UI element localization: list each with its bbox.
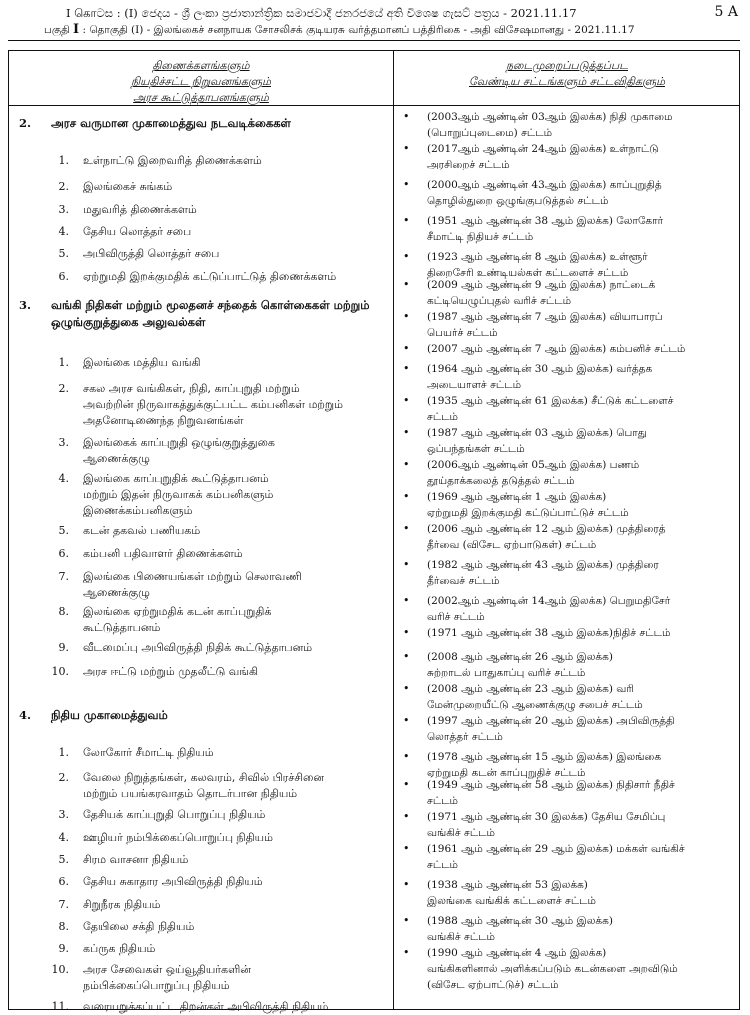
law-text: வரிச் சட்டம் (427, 611, 485, 623)
item-text: மற்றும் இதன் நிருவாகக் கம்பனிகளும் (83, 488, 274, 501)
item-number: 7. (58, 898, 69, 911)
bullet-icon: • (403, 778, 410, 791)
law-text: (1978 ஆம் ஆண்டின் 15 ஆம் இலக்க) இலங்கை (427, 751, 662, 763)
bullet-icon: • (403, 522, 410, 535)
bullet-icon: • (403, 914, 410, 927)
law-text: (1923 ஆம் ஆண்டின் 8 ஆம் இலக்க) உள்ளூர் (427, 251, 648, 263)
bullet-icon: • (403, 714, 410, 727)
law-text: ஏற்றுமதி கடன் காப்புறுதிச் சட்டம் (427, 767, 586, 779)
law-text: இலங்கை வங்கிக் கட்டளைச் சட்டம் (427, 895, 596, 907)
item-text: இலங்கைக் காப்புறுதி ஒழுங்குறுத்துகை (83, 436, 275, 449)
bullet-icon: • (403, 214, 410, 227)
law-text: (2009 ஆம் ஆண்டின் 9 ஆம் இலக்க) நாட்டைக் (427, 279, 656, 291)
item-text: தேசிய சுகாதார அபிவிருத்தி நிதியம் (83, 875, 263, 888)
gazette-header-tamil: பகுதி I : தொகுதி (I) - இலங்கைச் சனநாயக சோசலிசக் குடியரசு வர்த்தமானப் பத்திரிகை - அதி விசேஷமானது - 2021.11.17 (44, 22, 635, 37)
item-number: 3. (58, 808, 69, 821)
law-text: சீமாட்டி நிதியச் சட்டம் (427, 231, 534, 243)
item-text: ஆணைக்குழு (83, 586, 150, 599)
schedule-table (8, 50, 740, 1013)
item-text: அரச சேவைகள் ஒய்வூதியர்களின் (83, 963, 251, 976)
item-text: இலங்கைச் சுங்கம் (83, 180, 173, 193)
item-number: 4. (58, 831, 69, 844)
bullet-icon: • (403, 946, 410, 959)
law-text: (1951 ஆம் ஆண்டின் 38 ஆம் இலக்க) லோகோர் (427, 215, 664, 227)
law-text: (1969 ஆம் ஆண்டின் 1 ஆம் இலக்க) (427, 491, 607, 503)
law-text: (1987 ஆம் ஆண்டின் 03 ஆம் இலக்க) பொது (427, 427, 647, 439)
table-header-row (9, 51, 739, 106)
law-text: (பொறுப்புடைமை) சட்டம் (427, 127, 553, 139)
bullet-icon: • (403, 750, 410, 763)
bullet-icon: • (403, 178, 410, 191)
law-text: சட்டம் (427, 411, 458, 423)
item-number: 2. (58, 382, 69, 395)
item-number: 5. (58, 853, 69, 866)
law-text: (2006 ஆம் ஆண்டின் 12 ஆம் இலக்க) முத்திரைத் (427, 523, 666, 535)
bullet-icon: • (403, 142, 410, 155)
law-text: தீர்வை (விசேட ஏற்பாடுகள்) சட்டம் (427, 539, 597, 551)
item-text: உள்நாட்டு இறைவரித் திணைக்களம் (83, 154, 262, 167)
item-number: 8. (58, 605, 69, 618)
item-number: 5. (58, 524, 69, 537)
item-text: வேலை நிறுத்தங்கள், கலவரம், சிவில் பிரச்சினை (83, 771, 325, 784)
item-number: 5. (58, 247, 69, 260)
section-heading (19, 297, 370, 329)
item-text: கம்பனி பதிவாளர் திணைக்களம் (83, 547, 243, 560)
law-text: அரசிறைச் சட்டம் (427, 159, 510, 171)
item-number: 4. (58, 225, 69, 238)
item-number: 6. (58, 875, 69, 888)
law-text: தீர்வைச் சட்டம் (427, 575, 500, 587)
law-text: சட்டம் (427, 795, 458, 807)
law-text: தொழில்துறை ஒழுங்குபடுத்தல் சட்டம் (427, 195, 609, 207)
item-text: லோகோர் சீமாட்டி நிதியம் (83, 746, 214, 759)
left-column-header: திணைக்களங்களும் நியதிச்சட்ட நிறுவனங்களும் அரச கூட்டுத்தாபனங்களும் (131, 59, 271, 104)
item-text: சகல அரச வங்கிகள், நிதி, காப்புறுதி மற்றும் (83, 382, 300, 395)
section-title: அரச வருமான முகாமைத்துவ நடவடிக்கைகள் (51, 116, 291, 130)
law-text: கட்டியெழுப்புதல் வரிச் சட்டம் (427, 295, 572, 307)
item-text: தேசியக் காப்புறுதி பொறுப்பு நிதியம் (83, 808, 266, 821)
law-text: (2007 ஆம் ஆண்டின் 7 ஆம் இலக்க) கம்பனிச் சட்டம் (427, 343, 686, 355)
item-number: 4. (58, 472, 69, 485)
item-text: சிரம வாசனா நிதியம் (83, 853, 189, 866)
bullet-icon: • (403, 362, 410, 375)
law-text: (1990 ஆம் ஆண்டின் 4 ஆம் இலக்க) (427, 947, 607, 959)
bullet-icon: • (403, 278, 410, 291)
bullet-icon: • (403, 426, 410, 439)
item-text: மற்றும் பயங்கரவாதம் தொடர்பான நிதியம் (83, 787, 298, 800)
law-text: லொத்தர் சட்டம் (427, 731, 503, 743)
item-text: வரையறுக்கப்பட்ட திறன்கள் அபிவிருத்தி நிதியம் (83, 1000, 329, 1013)
law-text: (2003ஆம் ஆண்டின் 03ஆம் இலக்க) நிதி முகாமை (427, 111, 673, 123)
item-number: 1. (58, 746, 69, 759)
law-text: (1987 ஆம் ஆண்டின் 7 ஆம் இலக்க) வியாபாரப் (427, 311, 663, 323)
item-number: 6. (58, 547, 69, 560)
bullet-icon: • (403, 558, 410, 571)
item-text: ஆணைக்குழு (83, 452, 150, 465)
item-number: 2. (58, 771, 69, 784)
item-text: அதனோடிணைந்த நிறுவனங்கள் (83, 414, 244, 427)
right-column-header: நடைமுறைப்படுத்தப்பட வேண்டிய சட்டங்களும் சட்டவிதிகளும் (468, 59, 666, 88)
item-number: 10. (51, 665, 69, 678)
law-text: (2008 ஆம் ஆண்டின் 23 ஆம் இலக்க) வரி (427, 683, 634, 695)
item-number: 9. (58, 641, 69, 654)
law-text: ஒப்பந்தங்கள் சட்டம் (427, 443, 525, 455)
item-text: தேசிய லொத்தர் சபை (83, 225, 192, 238)
bullet-icon: • (403, 810, 410, 823)
item-text: கடன் தகவல் பணியகம் (83, 524, 201, 537)
item-number: 3. (58, 203, 69, 216)
law-text: வங்கிச் சட்டம் (427, 827, 495, 839)
bullet-icon: • (403, 594, 410, 607)
law-text: (2006ஆம் ஆண்டின் 05ஆம் இலக்க) பணம் (427, 459, 640, 471)
section-number: 2. (19, 116, 32, 130)
law-text: அடையாளச் சட்டம் (427, 379, 522, 391)
law-text: ஏற்றுமதி இறக்குமதி கட்டுப்பாட்டுச் சட்டம் (427, 507, 629, 519)
item-text: வீடமைப்பு அபிவிருத்தி நிதிக் கூட்டுத்தாபனம் (83, 641, 313, 654)
section-number: 3. (19, 298, 32, 312)
law-text: (1935 ஆம் ஆண்டின் 61 இலக்க) சீட்டுக் கட்டளைச் (427, 395, 674, 407)
section-heading (19, 707, 168, 724)
law-text: வங்கிகளினால் அளிக்கப்படும் கடன்களை அறவிடும் (427, 963, 678, 975)
item-number: 9. (58, 942, 69, 955)
item-text: இலங்கை பிணையங்கள் மற்றும் செலாவணி (83, 570, 302, 583)
law-text: (2000ஆம் ஆண்டின் 43ஆம் இலக்க) காப்புறுதித் (427, 179, 662, 191)
law-text: (1938 ஆம் ஆண்டின் 53 இலக்க) (427, 879, 588, 891)
law-text: (1997 ஆம் ஆண்டின் 20 ஆம் இலக்க) அபிவிருத்தி (427, 715, 675, 727)
section-number: 4. (19, 708, 32, 722)
item-number: 6. (58, 270, 69, 283)
section-heading (19, 115, 291, 132)
law-text: (1949 ஆம் ஆண்டின் 58 ஆம் இலக்க) நிதிசார் நீதிச் (427, 779, 675, 791)
item-text: சிறுநீரக நிதியம் (83, 898, 161, 911)
item-text: கப்ருக நிதியம் (83, 942, 156, 955)
item-text: அபிவிருத்தி லொத்தர் சபை (83, 247, 220, 260)
item-text: இலங்கை ஏற்றுமதிக் கடன் காப்புறுதிக் (83, 605, 272, 618)
item-number: 8. (58, 920, 69, 933)
item-text: ஊழியர் நம்பிக்கைப்பொறுப்பு நிதியம் (83, 831, 273, 844)
item-text: அவற்றின் நிருவாகத்துக்குட்பட்ட கம்பனிகள் மற்றும் (83, 398, 343, 411)
item-number: 11. (51, 1000, 69, 1013)
law-text: (1964 ஆம் ஆண்டின் 30 ஆம் இலக்க) வர்த்தக (427, 363, 653, 375)
header-rule (8, 40, 740, 41)
item-number: 10. (51, 963, 69, 976)
law-text: (1971 ஆம் ஆண்டின் 30 இலக்க) தேசிய சேமிப்பு (427, 811, 666, 823)
item-text: நம்பிக்கைப்பொறுப்பு நிதியம் (83, 979, 230, 992)
item-text: மதுவரித் திணைக்களம் (83, 203, 197, 216)
law-text: (2002ஆம் ஆண்டின் 14ஆம் இலக்க) பெறுமதிசேர் (427, 595, 671, 607)
law-text: (1982 ஆம் ஆண்டின் 43 ஆம் இலக்க) முத்திரை (427, 559, 659, 571)
item-text: ஏற்றுமதி இறக்குமதிக் கட்டுப்பாட்டுத் திணைக்களம் (83, 270, 337, 283)
law-text: (விசேட ஏற்பாட்டுச்) சட்டம் (427, 979, 559, 991)
bullet-icon: • (403, 110, 410, 123)
item-number: 1. (58, 356, 69, 369)
law-text: (1971 ஆம் ஆண்டின் 38 ஆம் இலக்க)நிதிச் சட்டம் (427, 627, 671, 639)
bullet-icon: • (403, 490, 410, 503)
bullet-icon: • (403, 626, 410, 639)
gazette-header-sinhala: I கொටස : (I) ජෙදය - ශ්‍රී ලංකා ප්‍රජාතාන්ත්‍රික සමාජවාදී ජනරජයේ අති විශෙෂ ගැසට් පත්‍රය - 2021.11.17 (66, 6, 577, 20)
column-divider (393, 51, 394, 1009)
item-number: 1. (58, 154, 69, 167)
bullet-icon: • (403, 250, 410, 263)
section-title: வங்கி நிதிகள் மற்றும் மூலதனச் சந்தைக் கொள்கைகள் மற்றும் ஒழுங்குறுத்துகை அலுவல்கள் (51, 298, 370, 329)
item-text: அரச ஈட்டு மற்றும் முதலீட்டு வங்கி (83, 665, 258, 678)
law-text: சுற்றாடல் பாதுகாப்பு வரிச் சட்டம் (427, 667, 586, 679)
item-text: இலங்கை காப்புறுதிக் கூட்டுத்தாபனம் (83, 472, 269, 485)
bullet-icon: • (403, 842, 410, 855)
law-text: தூய்தாக்கலைத் தடுத்தல் சட்டம் (427, 475, 575, 487)
bullet-icon: • (403, 394, 410, 407)
law-text: (1961 ஆம் ஆண்டின் 29 ஆம் இலக்க) மக்கள் வங்கிச் (427, 843, 685, 855)
bullet-icon: • (403, 878, 410, 891)
law-text: வங்கிச் சட்டம் (427, 931, 495, 943)
law-text: திறைசேரி உண்டியல்கள் கட்டளைச் சட்டம் (427, 267, 629, 279)
item-number: 2. (58, 180, 69, 193)
law-text: மேன்முறையீட்டு ஆணைக்குழு சபைச் சட்டம் (427, 699, 643, 711)
section-title: நிதிய முகாமைத்துவம் (51, 708, 168, 722)
law-text: பெயர்ச் சட்டம் (427, 327, 498, 339)
bullet-icon: • (403, 458, 410, 471)
law-text: (2008 ஆம் ஆண்டின் 26 ஆம் இலக்க) (427, 651, 613, 663)
law-text: (1988 ஆம் ஆண்டின் 30 ஆம் இலக்க) (427, 915, 613, 927)
item-text: கூட்டுத்தாபனம் (83, 621, 161, 634)
law-text: (2017ஆம் ஆண்டின் 24ஆம் இலக்க) உள்நாட்டு (427, 143, 659, 155)
law-text: சட்டம் (427, 859, 458, 871)
item-text: இலங்கை மத்திய வங்கி (83, 356, 201, 369)
item-text: தேயிலை சக்தி நிதியம் (83, 920, 195, 933)
bullet-icon: • (403, 650, 410, 663)
item-number: 7. (58, 570, 69, 583)
bullet-icon: • (403, 682, 410, 695)
item-number: 3. (58, 436, 69, 449)
bullet-icon: • (403, 342, 410, 355)
bullet-icon: • (403, 310, 410, 323)
item-text: இணைக்கம்பனிகளும் (83, 504, 193, 517)
page-number: 5 A (714, 4, 738, 20)
